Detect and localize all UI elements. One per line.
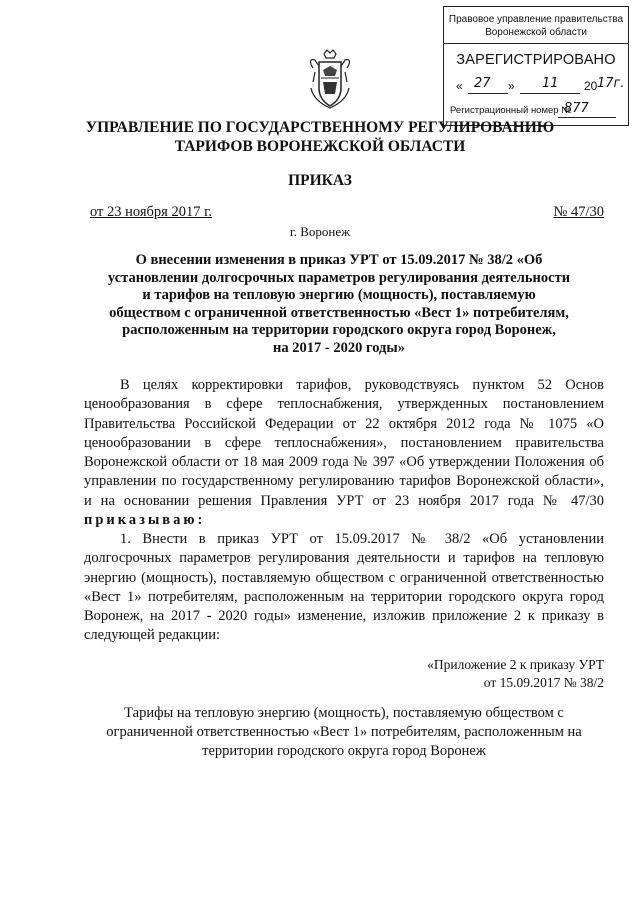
stamp-org-line1: Правовое управление правительства: [448, 14, 624, 25]
stamp-organization: [444, 13, 628, 39]
subject-line: обществом с ограниченной ответственностью «Вест 1» потребителям,: [109, 304, 569, 321]
subject-line: расположенным на территории городского округа город Воронеж,: [122, 322, 556, 338]
annex-line2: от 15.09.2017 № 38/2: [483, 675, 604, 690]
authority-name-line2: ТАРИФОВ ВОРОНЕЖСКОЙ ОБЛАСТИ: [174, 138, 466, 155]
stamp-reg-number: [450, 101, 589, 116]
tariffs-title: [84, 704, 604, 761]
authority-name: [0, 118, 640, 156]
stamp-date: « 27 » 11 20 17г.: [456, 76, 625, 93]
authority-name-line1: УПРАВЛЕНИЕ ПО ГОСУДАРСТВЕННОМУ РЕГУЛИРОВАНИЮ: [85, 119, 555, 136]
stamp-registered-label: ЗАРЕГИСТРИРОВАНО: [456, 52, 616, 68]
stamp-day: 27: [474, 76, 491, 91]
annex-line1: «Приложение 2 к приказу УРТ: [427, 657, 604, 672]
document-type: ПРИКАЗ: [288, 172, 352, 189]
preamble-text: В целях корректировки тарифов, руководствуясь пунктом 52 Основ ценообразования в сфере теплоснабжения, утвержденных постановлением Правительства Российской Федерации от 22 октября 2012 года № 1075 «О ценообразовании в сфере теплоснабжения», постановлением правительства Воронежской области от 18 мая 2009 года № 397 «Об утверждении Положения об управлении по государственному регулированию тарифов Воронежской области», и на основании решения Правления УРТ от 23 ноября 2017 года № 47/30: [84, 377, 604, 509]
document-number: № 47/30: [553, 204, 604, 220]
tariffs-title-line: Тарифы на тепловую энергию (мощность), поставляемую обществом с: [124, 705, 564, 721]
preamble-paragraph: [84, 376, 604, 530]
subject-line: О внесении изменения в приказ УРТ от 15.09.2017 № 38/2 «Об: [135, 252, 543, 268]
stamp-month: 11: [542, 76, 559, 91]
subject-line: на 2017 - 2020 годы»: [273, 339, 405, 356]
tariffs-title-line: территории городского округа город Воронеж: [202, 743, 486, 759]
coat-of-arms-icon: [307, 48, 353, 110]
stamp-year-prefix: 20: [584, 79, 598, 93]
document-city: г. Воронеж: [289, 224, 351, 239]
subject-line: и тарифов на тепловую энергию (мощность), поставляемую: [142, 287, 536, 303]
document-subject: [84, 252, 594, 357]
subject-line: установлении долгосрочных параметров регулирования деятельности: [107, 269, 571, 286]
item-1-paragraph: 1. Внести в приказ УРТ от 15.09.2017 № 38/2 «Об установлении долгосрочных параметров регулирования деятельности и тарифов на тепловую энергию (мощность), поставляемую обществом с ограниченной ответственностью «Вест 1» потребителям, расположенным на территории городского округа город Воронеж, на 2017 - 2020 годы» изменение, изложив приложение 2 к приказу в следующей редакции:: [84, 531, 604, 644]
document-date: от 23 ноября 2017 г.: [90, 204, 213, 220]
stamp-year-suffix: 17г.: [597, 76, 625, 91]
annex-reference: [427, 656, 604, 692]
stamp-reg-value: 877: [564, 101, 589, 116]
tariffs-title-line: ограниченной ответственностью «Вест 1» потребителям, расположенным на: [106, 724, 582, 740]
stamp-reg-label: Регистрационный номер №: [450, 105, 572, 116]
preamble-command: приказываю:: [84, 512, 206, 529]
registration-stamp: [443, 6, 629, 126]
stamp-org-line2: Воронежской области: [485, 27, 587, 38]
stamp-divider: [444, 43, 628, 44]
